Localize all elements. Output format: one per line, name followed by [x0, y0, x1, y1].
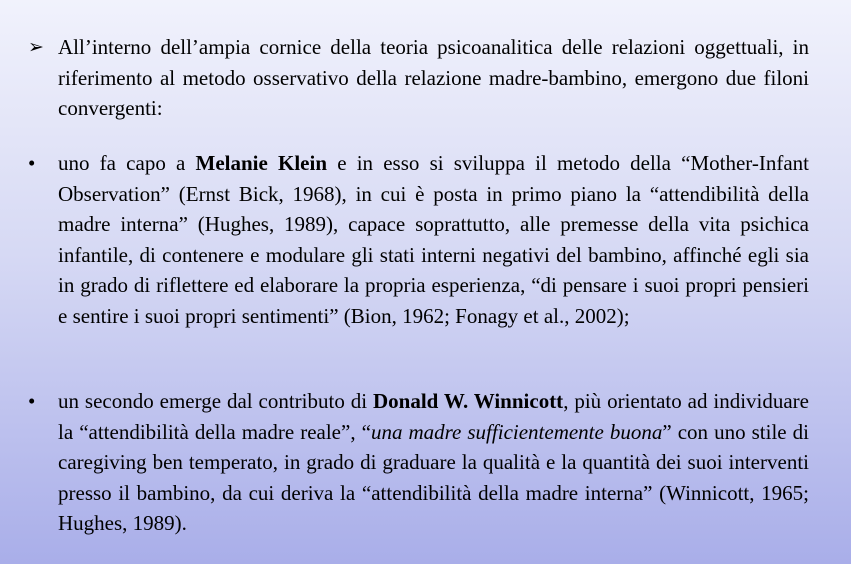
- winnicott-name: Donald W. Winnicott: [372, 389, 564, 413]
- klein-name: Melanie Klein: [195, 151, 328, 175]
- winnicott-text-2: , più orientato ad individuare la “attendibilità della madre reale”, “: [58, 389, 809, 444]
- klein-text-1: uno fa capo a: [58, 151, 196, 175]
- dot-bullet-icon: •: [28, 389, 36, 413]
- dot-bullet-icon: •: [28, 151, 36, 175]
- klein-paragraph: [58, 148, 809, 331]
- winnicott-text-3: ” con uno stile di caregiving ben temperato, in grado di graduare la qualità e la quantità dei suoi interventi presso il bambino, da cui deriva la “attendibilità della madre interna” (Winnicott, 1965; Hughes, 1989).: [58, 419, 809, 535]
- winnicott-text-1: un secondo emerge dal contributo di: [58, 389, 373, 413]
- klein-text-2: e in esso si sviluppa il metodo della “Mother-Infant Observation” (Ernst Bick, 1968), in cui è posta in primo piano la “attendibilità della madre interna” (Hughes, 1989), capace soprattutto, alle premesse della vita psichica infantile, di contenere e modulare gli stati interni negativi del bambino, affinché egli sia in grado di riflettere ed elaborare la propria esperienza, “di pensare i suoi propri pensieri e sentire i suoi propri sentimenti” (Bion, 1962; Fonagy et al., 2002);: [58, 151, 809, 328]
- winnicott-paragraph: [58, 386, 809, 539]
- winnicott-quote: una madre sufficientemente buona: [370, 419, 663, 444]
- arrow-bullet-icon: ➢: [28, 36, 44, 58]
- intro-paragraph: [58, 32, 809, 124]
- intro-text: All’interno dell’ampia cornice della teoria psicoanalitica delle relazioni oggettuali, in riferimento al metodo osservativo della relazione madre-bambino, emergono due filoni convergenti:: [58, 35, 809, 120]
